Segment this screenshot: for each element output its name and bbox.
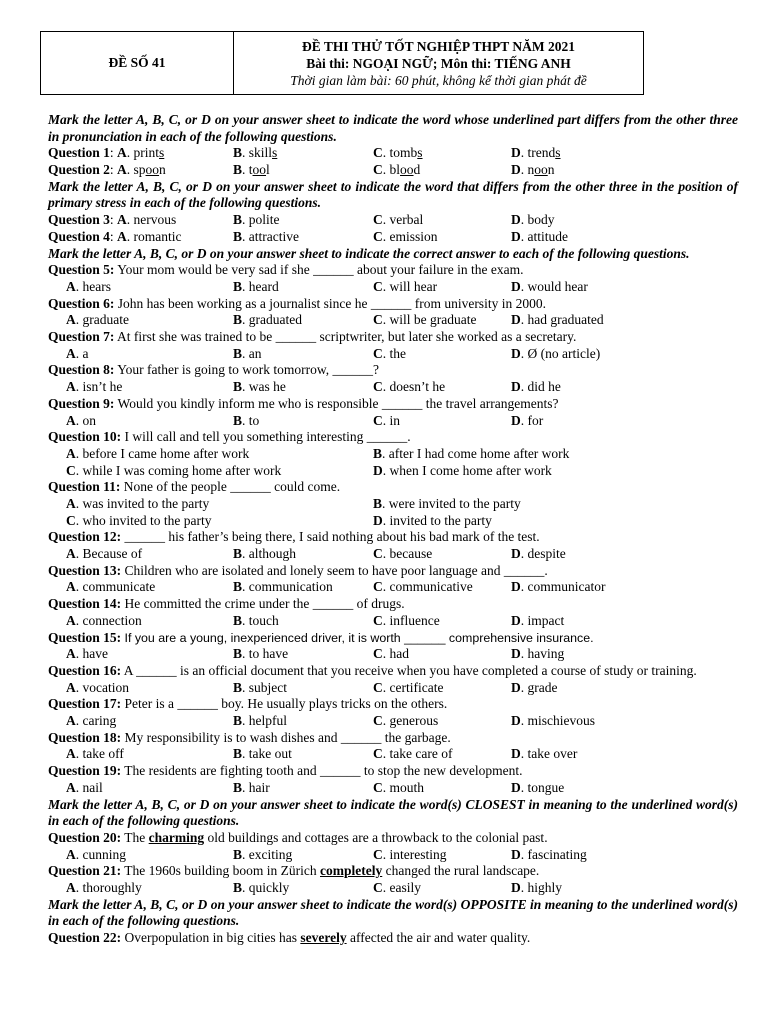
question-18-stem: Question 18: My responsibility is to wash dishes and ______ the garbage.: [48, 729, 451, 745]
question-20-options: A. cunning B. exciting C. interesting D. fascinating: [66, 846, 587, 862]
question-11-options-ab: A. was invited to the party B. were invited to the party: [66, 496, 521, 511]
exam-subject: Bài thi: NGOẠI NGỮ; Môn thi: TIẾNG ANH: [306, 55, 571, 71]
instruction-closest: Mark the letter A, B, C, or D on your answer sheet to indicate the word(s) CLOSEST in meaning to the underlined word(s) in each of the following questions.: [48, 796, 738, 829]
question-1: Question 1: A. prints B. skills C. tombs D. trends: [48, 145, 561, 161]
exam-number: ĐỀ SỐ 41: [41, 32, 234, 94]
question-19-stem: Question 19: The residents are fighting tooth and ______ to stop the new development.: [48, 763, 523, 779]
question-18-options: A. take off B. take out C. take care of D. take over: [66, 746, 578, 762]
instruction-stress: Mark the letter A, B, C, or D on your answer sheet to indicate the word that differs from the other three in the position of primary stress in each of the following questions.: [48, 178, 738, 211]
question-5-stem: Question 5: Your mom would be very sad if she ______ about your failure in the exam.: [48, 262, 524, 278]
question-10-stem: Question 10: I will call and tell you something interesting ______.: [48, 429, 411, 445]
question-9-options: A. on B. to C. in D. for: [66, 412, 544, 428]
question-12-options: A. Because of B. although C. because D. despite: [66, 546, 566, 562]
question-13-stem: Question 13: Children who are isolated and lonely seem to have poor language and ______.: [48, 562, 548, 578]
instruction-pronunciation: Mark the letter A, B, C, or D on your answer sheet to indicate the word whose underlined part differs from the other three in pronunciation in each of the following questions.: [48, 112, 738, 144]
question-20-stem: Question 20: The charming old buildings and cottages are a throwback to the colonial past.: [48, 829, 548, 845]
question-6-stem: Question 6: John has been working as a journalist since he ______ from university in 2000.: [48, 295, 546, 311]
question-4: Question 4: A. romantic B. attractive C. emission D. attitude: [48, 228, 568, 244]
question-14-options: A. connection B. touch C. influence D. impact: [66, 612, 565, 628]
instruction-correct-answer: Mark the letter A, B, C, or D on your answer sheet to indicate the correct answer to each of the following questions.: [48, 245, 690, 261]
exam-title-block: [234, 32, 643, 94]
question-13-options: A. communicate B. communication C. communicative D. communicator: [66, 579, 606, 595]
question-19-options: A. nail B. hair C. mouth D. tongue: [66, 779, 565, 795]
question-6-options: A. graduate B. graduated C. will be graduate D. had graduated: [66, 312, 604, 328]
question-5-options: A. hears B. heard C. will hear D. would hear: [66, 278, 588, 294]
question-17-stem: Question 17: Peter is a ______ boy. He usually plays tricks on the others.: [48, 696, 448, 712]
question-8-options: A. isn’t he B. was he C. doesn’t he D. did he: [66, 379, 561, 395]
question-14-stem: Question 14: He committed the crime under the ______ of drugs.: [48, 596, 405, 612]
exam-time: Thời gian làm bài: 60 phút, không kể thời gian phát đề: [290, 72, 587, 88]
question-17-options: A. caring B. helpful C. generous D. mischievous: [66, 713, 595, 729]
exam-content: [48, 112, 738, 947]
question-2: Question 2: A. spoon B. tool C. blood D. noon: [48, 162, 555, 178]
question-3: Question 3: A. nervous B. polite C. verbal D. body: [48, 212, 555, 228]
question-11-stem: Question 11: None of the people ______ could come.: [48, 479, 341, 495]
question-10-options-ab: A. before I came home after work B. after I had come home after work: [66, 445, 570, 461]
question-22-stem: Question 22: Overpopulation in big cities has severely affected the air and water quality.: [48, 930, 531, 946]
question-9-stem: Question 9: Would you kindly inform me who is responsible ______ the travel arrangements?: [48, 395, 559, 411]
instruction-opposite: Mark the letter A, B, C, or D on your answer sheet to indicate the word(s) OPPOSITE in meaning to the underlined word(s) in each of the following questions.: [48, 896, 738, 929]
question-15-options: A. have B. to have C. had D. having: [66, 646, 565, 662]
question-21-stem: Question 21: The 1960s building boom in Zürich completely changed the rural landscape.: [48, 863, 540, 879]
question-8-stem: Question 8: Your father is going to work tomorrow, ______?: [48, 362, 379, 378]
question-7-stem: Question 7: At first she was trained to be ______ scriptwriter, but later she worked as a secretary.: [48, 329, 577, 345]
exam-header: [40, 31, 644, 95]
question-15-stem: Question 15: If you are a young, inexperienced driver, it is worth ______ comprehensive insurance.: [48, 629, 594, 645]
question-16-options: A. vocation B. subject C. certificate D. grade: [66, 679, 558, 695]
exam-title: ĐỀ THI THỬ TỐT NGHIỆP THPT NĂM 2021: [302, 38, 575, 54]
question-12-stem: Question 12: ______ his father’s being there, I said nothing about his bad mark of the test.: [48, 529, 540, 545]
question-7-options: A. a B. an C. the D. Ø (no article): [66, 345, 601, 361]
question-11-options-cd: C. who invited to the party D. invited to the party: [66, 512, 492, 528]
question-16-stem: Question 16: A ______ is an official document that you receive when you have completed a course of study or training.: [48, 662, 697, 678]
question-10-options-cd: C. while I was coming home after work D. when I come home after work: [66, 462, 552, 478]
question-21-options: A. thoroughly B. quickly C. easily D. highly: [66, 880, 563, 895]
